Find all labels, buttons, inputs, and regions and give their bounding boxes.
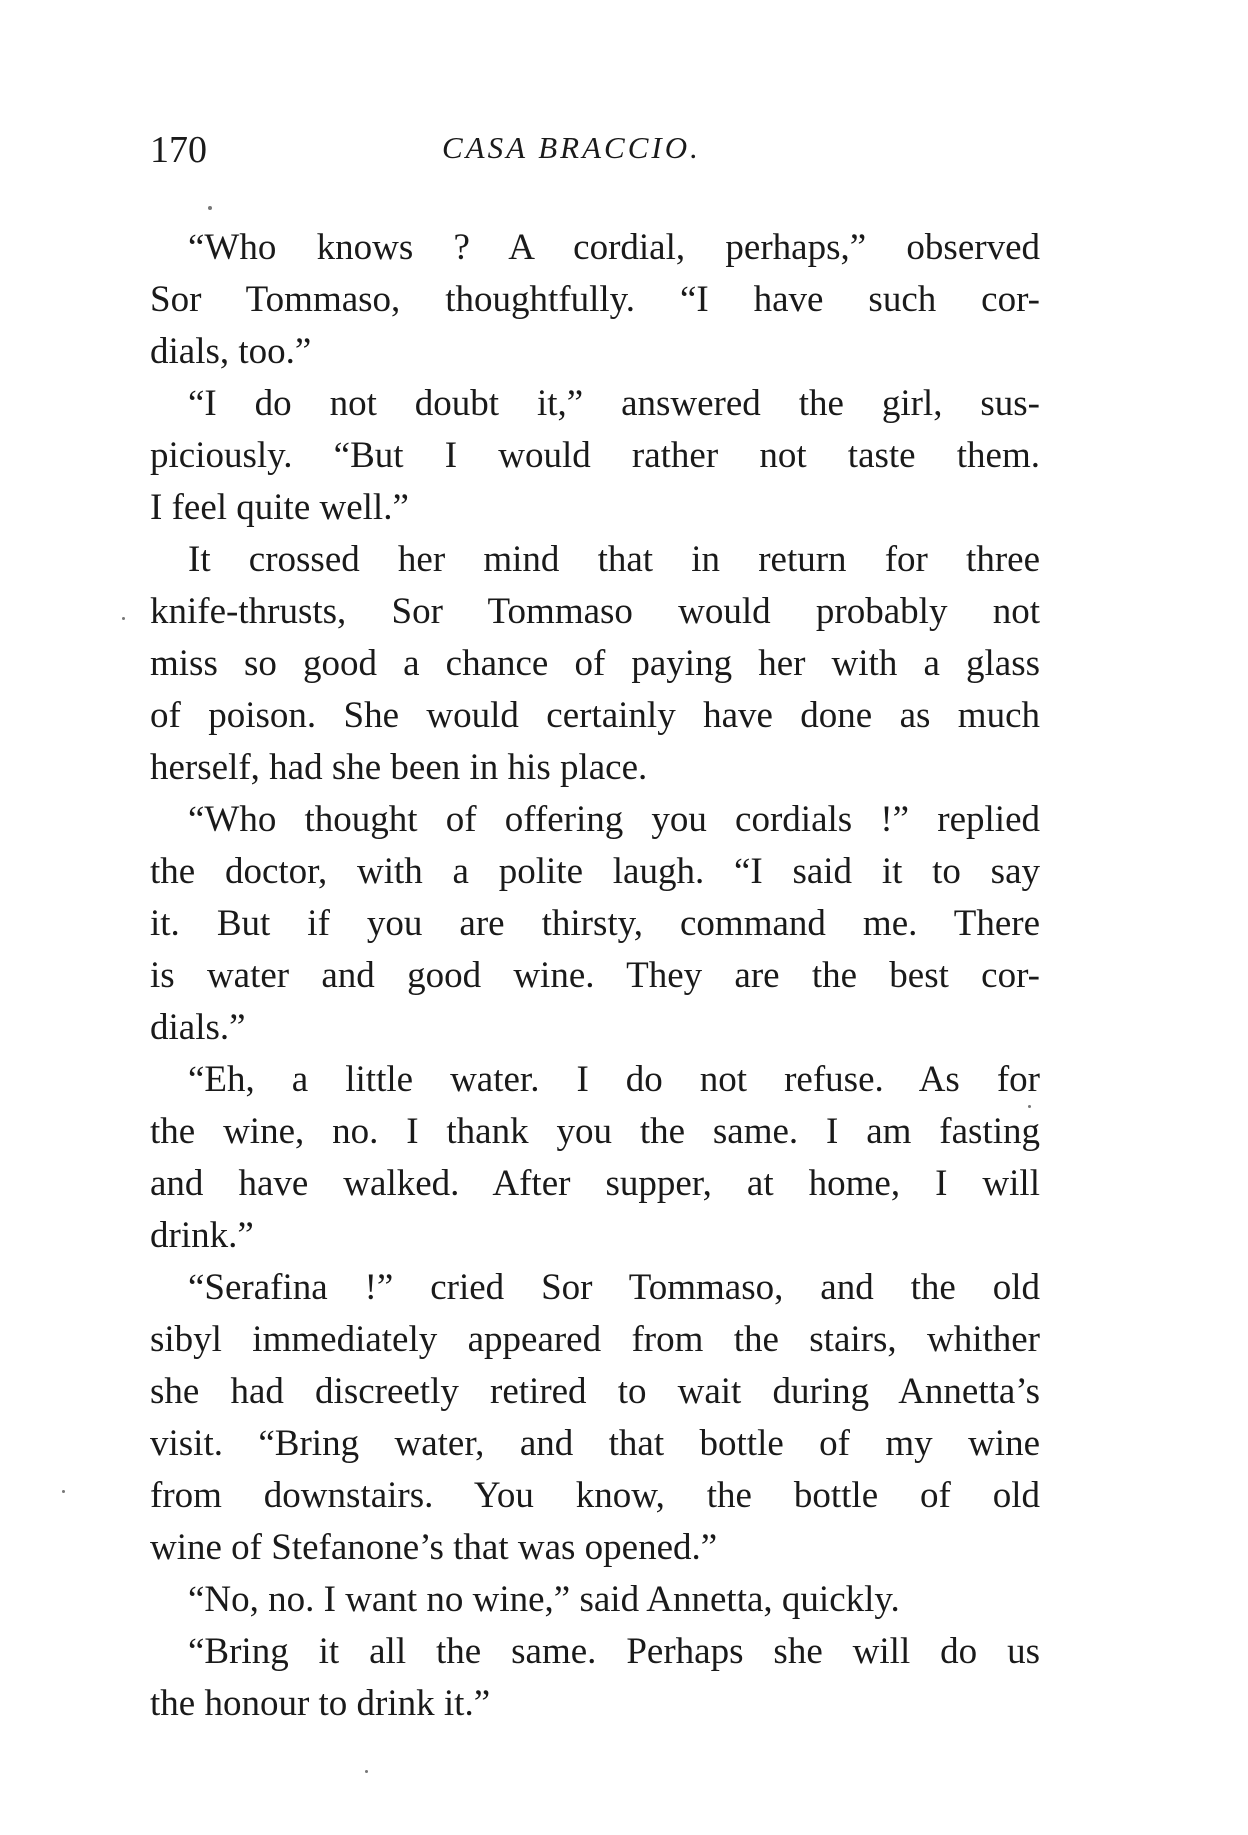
text-line: wine of Stefanone’s that was opened.” — [150, 1527, 718, 1568]
print-speck — [122, 617, 125, 620]
text-line: “No, no. I want no wine,” said Annetta, quickly. — [188, 1579, 900, 1620]
text-line: the honour to drink it.” — [150, 1683, 491, 1724]
text-line: visit. “Bring water, and that bottle of my wine — [150, 1423, 1040, 1464]
text-line: miss so good a chance of paying her with a glass — [150, 643, 1040, 684]
print-speck — [62, 1490, 65, 1493]
text-line: “Eh, a little water. I do not refuse. As for — [188, 1059, 1040, 1100]
text-line: dials.” — [150, 1007, 246, 1048]
text-line: piciously. “But I would rather not taste them. — [150, 435, 1040, 476]
text-line: is water and good wine. They are the best cor- — [150, 955, 1040, 996]
text-line: the wine, no. I thank you the same. I am fasting — [150, 1111, 1040, 1152]
text-line: I feel quite well.” — [150, 487, 409, 528]
paragraph — [150, 534, 1040, 794]
text-line: dials, too.” — [150, 331, 312, 372]
text-line: Sor Tommaso, thoughtfully. “I have such cor- — [150, 279, 1040, 320]
paragraph — [150, 1626, 1040, 1730]
paragraph — [150, 794, 1040, 1054]
text-line: It crossed her mind that in return for three — [188, 539, 1040, 580]
running-head — [150, 128, 1040, 178]
text-line: she had discreetly retired to wait during Annetta’s — [150, 1371, 1040, 1412]
text-line: of poison. She would certainly have done as much — [150, 695, 1040, 736]
paragraph — [150, 1054, 1040, 1262]
running-title: CASA BRACCIO. — [442, 130, 701, 165]
text-line: it. But if you are thirsty, command me. There — [150, 903, 1040, 944]
text-line: from downstairs. You know, the bottle of old — [150, 1475, 1040, 1516]
text-line: “Who knows ? A cordial, perhaps,” observed — [188, 227, 1040, 268]
paragraph — [150, 222, 1040, 378]
print-speck — [1028, 1105, 1031, 1108]
text-line: herself, had she been in his place. — [150, 747, 648, 788]
text-line: “Bring it all the same. Perhaps she will do us — [188, 1631, 1040, 1672]
paragraph — [150, 1574, 1040, 1626]
paragraph — [150, 1262, 1040, 1574]
text-line: knife-thrusts, Sor Tommaso would probably not — [150, 591, 1040, 632]
paragraph — [150, 378, 1040, 534]
text-line: the doctor, with a polite laugh. “I said it to say — [150, 851, 1040, 892]
body-text — [150, 222, 1040, 1730]
text-line: drink.” — [150, 1215, 254, 1256]
print-speck — [365, 1770, 368, 1773]
text-line: sibyl immediately appeared from the stairs, whither — [150, 1319, 1040, 1360]
text-line: “Serafina !” cried Sor Tommaso, and the old — [188, 1267, 1040, 1308]
text-line: “Who thought of offering you cordials !” replied — [188, 799, 1040, 840]
text-line: and have walked. After supper, at home, I will — [150, 1163, 1040, 1204]
page-number: 170 — [150, 129, 207, 171]
print-speck — [208, 206, 212, 210]
text-line: “I do not doubt it,” answered the girl, sus- — [188, 383, 1040, 424]
